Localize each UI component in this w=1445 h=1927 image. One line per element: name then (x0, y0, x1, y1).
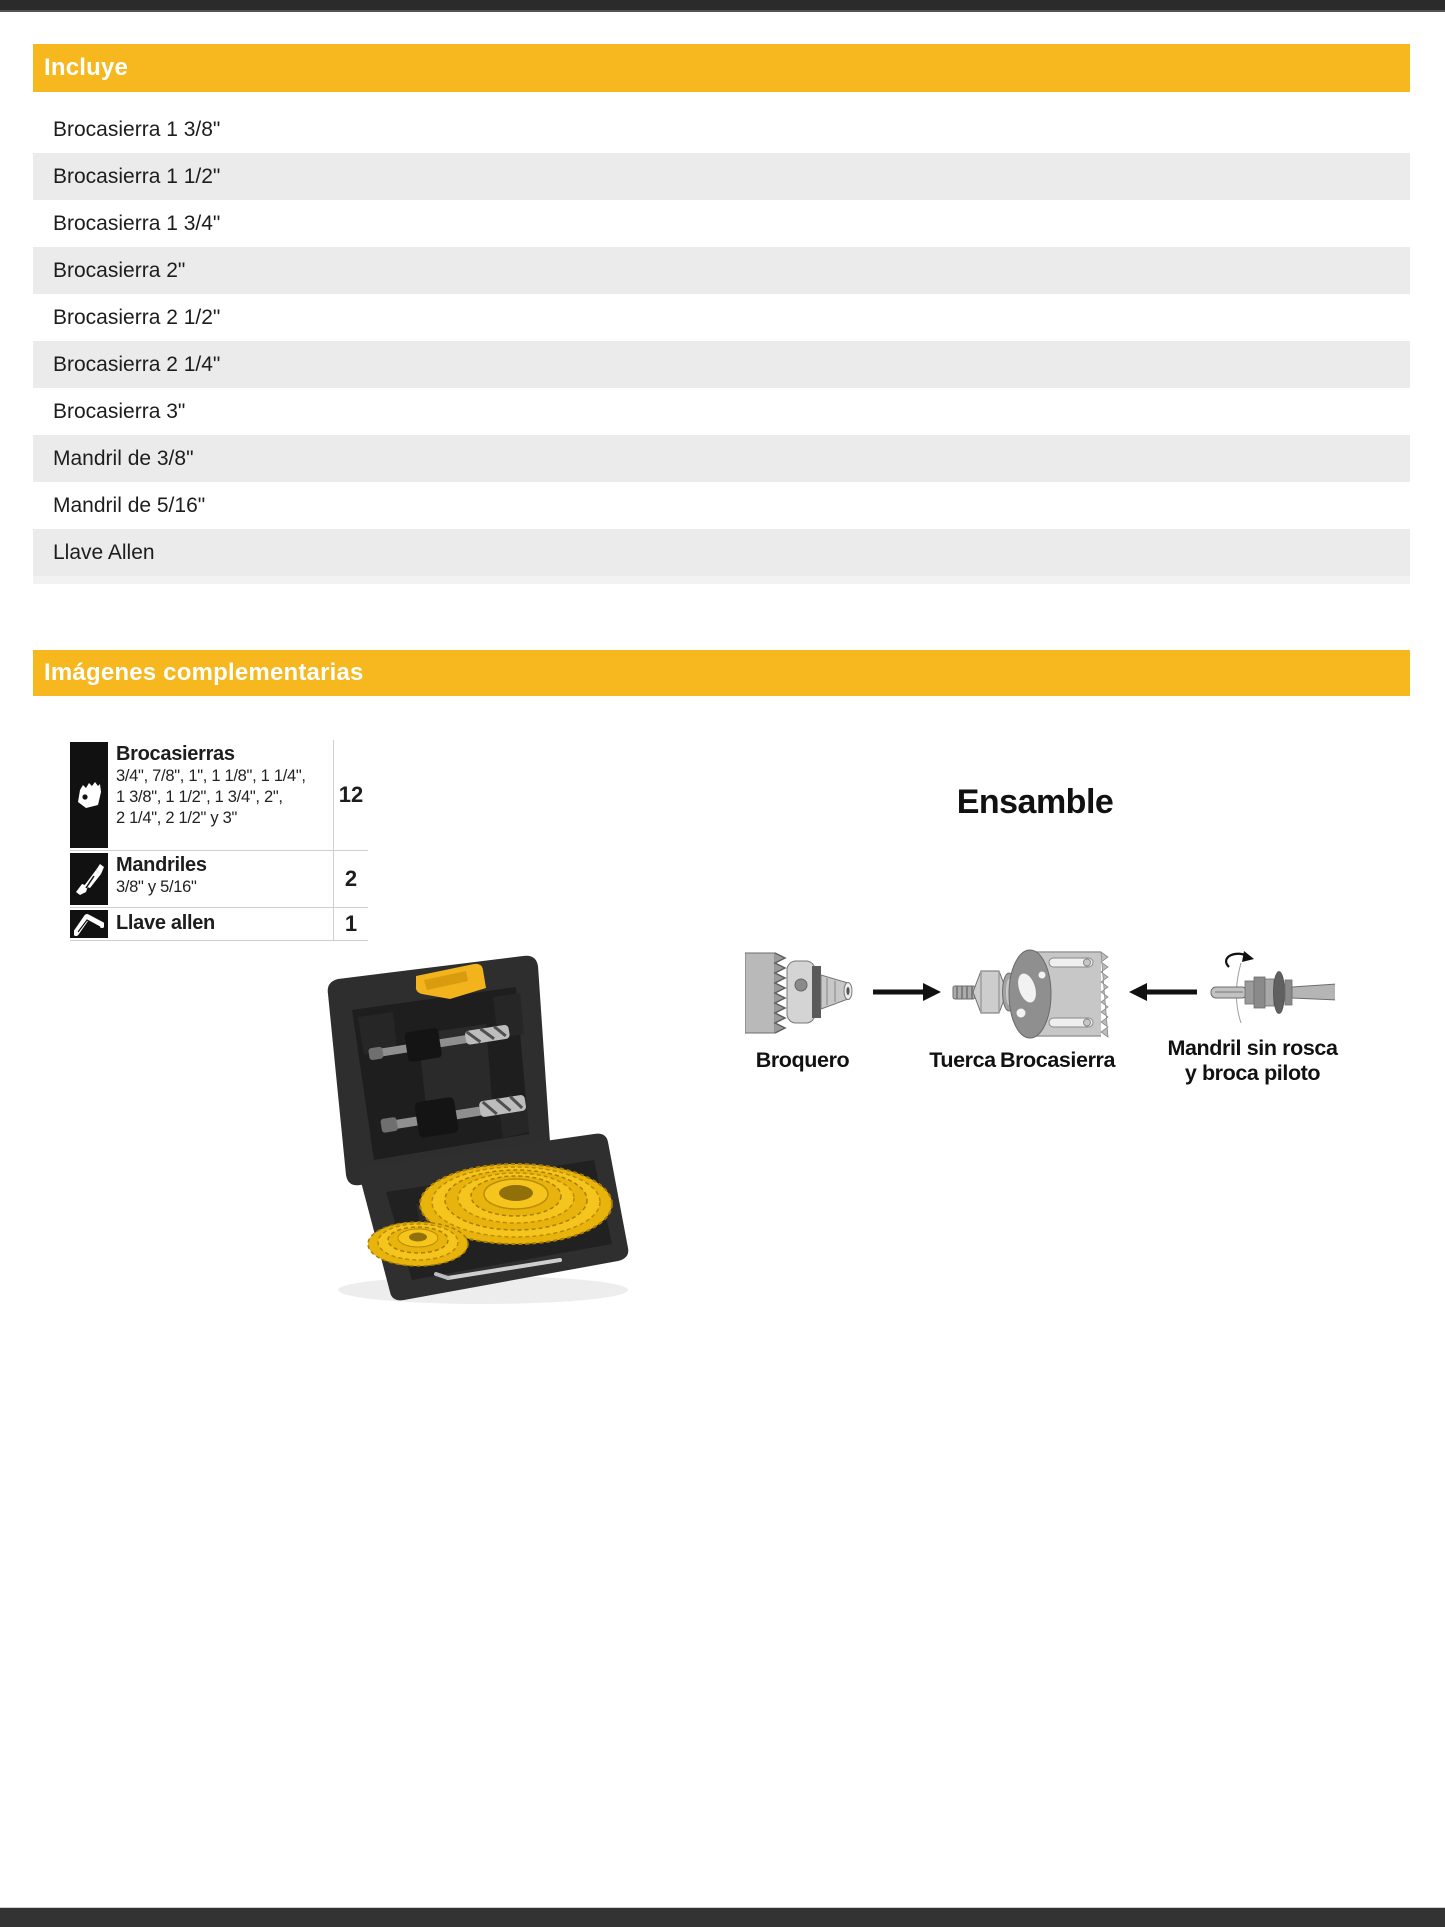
contents-table (70, 740, 368, 941)
ensamble-diagram (745, 943, 1335, 1047)
arrow-left-icon (1129, 983, 1197, 1001)
broquero-illustration (745, 953, 852, 1033)
broquero-label: Broquero (755, 1048, 850, 1072)
row-detail-line: 3/4", 7/8", 1", 1 1/8", 1 1/4", (116, 767, 306, 785)
table-row-llave-allen (70, 908, 368, 941)
row-title: Brocasierras (116, 743, 235, 765)
section-header-imagenes (33, 650, 1410, 696)
row-detail-line: 2 1/4", 2 1/2" y 3" (116, 809, 238, 827)
mandril-illustration (1211, 951, 1335, 1023)
row-count: 12 (333, 740, 368, 850)
list-item: Mandril de 3/8" (33, 435, 1410, 482)
ensamble-title: Ensamble (956, 783, 1114, 821)
brocasierra-illustration (1009, 950, 1108, 1038)
mandril-label (1160, 1036, 1345, 1086)
product-photo-image (298, 942, 630, 1314)
table-row-brocasierras (70, 740, 368, 851)
list-item: Brocasierra 1 3/8" (33, 106, 1410, 153)
row-title: Mandriles (116, 854, 207, 876)
incluye-list (33, 106, 1410, 576)
brocasierra-label: Brocasierra (999, 1048, 1116, 1072)
allen-key-icon (74, 911, 104, 937)
imagenes-title: Imágenes complementarias (44, 659, 364, 686)
section-header-incluye (33, 44, 1410, 92)
list-item: Mandril de 5/16" (33, 482, 1410, 529)
incluye-title: Incluye (44, 54, 129, 81)
row-title: Llave allen (116, 911, 215, 934)
mandrel-icon (74, 862, 104, 896)
list-footer-strip (33, 576, 1410, 584)
tuerca-illustration (953, 971, 1016, 1013)
list-item: Brocasierra 3" (33, 388, 1410, 435)
arrow-right-icon (873, 983, 941, 1001)
row-detail-line: 3/8" y 5/16" (116, 878, 197, 896)
row-count: 2 (333, 851, 368, 907)
row-count: 1 (333, 908, 368, 940)
list-item: Llave Allen (33, 529, 1410, 576)
list-item: Brocasierra 1 1/2" (33, 153, 1410, 200)
holesaw-icon (74, 778, 104, 812)
list-item: Brocasierra 2 1/4" (33, 341, 1410, 388)
list-item: Brocasierra 2 1/2" (33, 294, 1410, 341)
list-item: Brocasierra 1 3/4" (33, 200, 1410, 247)
top-bar (0, 0, 1445, 12)
mandril-label-line2: y broca piloto (1184, 1061, 1321, 1085)
bottom-bar (0, 1907, 1445, 1927)
tuerca-label: Tuerca (929, 1048, 996, 1072)
mandril-label-line1: Mandril sin rosca (1167, 1036, 1338, 1060)
table-row-mandriles (70, 851, 368, 908)
list-item: Brocasierra 2" (33, 247, 1410, 294)
row-detail-line: 1 3/8", 1 1/2", 1 3/4", 2", (116, 788, 283, 806)
